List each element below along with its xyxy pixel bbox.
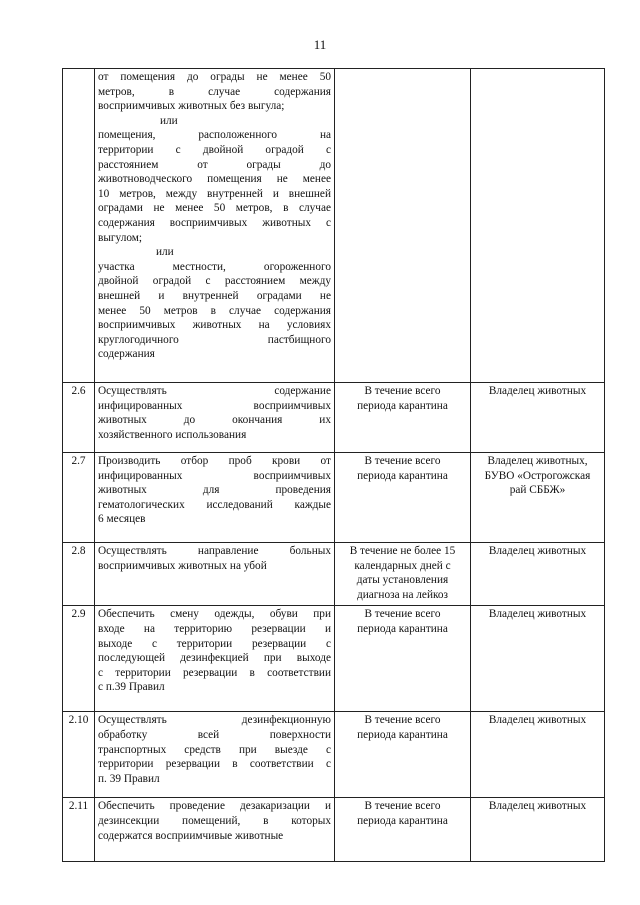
measure-description bbox=[95, 383, 335, 453]
deadline-line: периода карантина bbox=[357, 399, 448, 412]
deadline-cell bbox=[335, 712, 471, 798]
measure-description bbox=[95, 798, 335, 862]
deadline-cell bbox=[335, 69, 471, 383]
deadline-cell bbox=[335, 798, 471, 862]
measures-table bbox=[62, 68, 605, 862]
description-line: Осуществлять направление больных bbox=[98, 545, 331, 557]
responsible-line: Владелец животных, bbox=[487, 455, 588, 467]
deadline-line: даты установления bbox=[356, 574, 449, 587]
description-line: транспортных средств при выезде с bbox=[98, 743, 331, 756]
description-line: содержания bbox=[98, 348, 155, 361]
responsible-cell bbox=[471, 606, 605, 712]
table-row bbox=[63, 453, 605, 543]
description-line: оградами не менее 50 метров, в случае bbox=[98, 202, 331, 215]
deadline-line: периода карантина bbox=[357, 469, 448, 482]
responsible-cell bbox=[471, 798, 605, 862]
deadline-cell bbox=[335, 543, 471, 606]
description-line: двойной оградой с расстоянием между bbox=[98, 275, 331, 288]
description-line: содержатся восприимчивые животные bbox=[98, 829, 284, 842]
measures-table-body bbox=[63, 69, 605, 862]
responsible-line: Владелец животных bbox=[488, 800, 587, 813]
table-row bbox=[63, 712, 605, 798]
deadline-cell bbox=[335, 606, 471, 712]
description-line: инфицированных восприимчивых bbox=[98, 399, 331, 412]
description-line: метров, в случае содержания bbox=[98, 85, 331, 98]
description-line: с п.39 Правил bbox=[98, 681, 165, 694]
responsible-line: Владелец животных bbox=[488, 385, 587, 397]
page-number: 11 bbox=[313, 37, 327, 52]
measure-description bbox=[95, 543, 335, 606]
description-line: обработку всей поверхности bbox=[98, 728, 331, 741]
description-line: или bbox=[156, 246, 174, 259]
item-number bbox=[63, 69, 95, 383]
deadline-line: В течение всего bbox=[364, 608, 441, 621]
responsible-cell bbox=[471, 543, 605, 606]
description-line: внешней и внутренней оградами не bbox=[98, 289, 331, 302]
description-line: от помещения до ограды не менее 50 bbox=[98, 71, 331, 83]
table-row bbox=[63, 798, 605, 862]
description-line: выгулом; bbox=[98, 231, 143, 244]
description-line: животных для проведения bbox=[98, 484, 331, 497]
deadline-line: В течение всего bbox=[364, 455, 441, 467]
description-line: помещения, расположенного на bbox=[98, 129, 331, 142]
description-line: участка местности, огороженного bbox=[98, 260, 331, 273]
description-line: круглогодичного пастбищного bbox=[98, 333, 331, 346]
description-line: или bbox=[160, 114, 178, 127]
description-line: с территории резервации в соответствии bbox=[98, 666, 331, 679]
description-line: п. 39 Правил bbox=[98, 772, 160, 785]
description-line: дезинсекции помещений, в которых bbox=[98, 814, 331, 827]
table-row bbox=[63, 543, 605, 606]
table-row bbox=[63, 383, 605, 453]
description-line: восприимчивых животных на убой bbox=[98, 559, 267, 572]
responsible-line: БУВО «Острогожская bbox=[484, 469, 591, 482]
responsible-cell bbox=[471, 69, 605, 383]
description-line: содержания восприимчивых животных с bbox=[98, 216, 331, 229]
deadline-cell bbox=[335, 383, 471, 453]
responsible-line: Владелец животных bbox=[488, 608, 587, 621]
description-line: Производить отбор проб крови от bbox=[98, 455, 331, 467]
deadline-line: периода карантина bbox=[357, 728, 448, 741]
responsible-line: Владелец животных bbox=[488, 714, 587, 727]
description-line: последующей дезинфекцией при выходе bbox=[98, 652, 331, 665]
measure-description bbox=[95, 606, 335, 712]
description-line: Осуществлять дезинфекционную bbox=[98, 714, 331, 727]
item-number: 2.9 bbox=[63, 606, 95, 712]
deadline-line: В течение всего bbox=[364, 714, 441, 727]
description-line: Осуществлять содержание bbox=[98, 385, 331, 397]
description-line: инфицированных восприимчивых bbox=[98, 469, 331, 482]
description-line: хозяйственного использования bbox=[98, 428, 247, 441]
responsible-cell bbox=[471, 383, 605, 453]
responsible-line: Владелец животных bbox=[488, 545, 587, 557]
item-number: 2.10 bbox=[63, 712, 95, 798]
description-line: выходе с территории резервации с bbox=[98, 637, 331, 650]
measure-description bbox=[95, 69, 335, 383]
deadline-line: В течение всего bbox=[364, 800, 441, 813]
deadline-line: периода карантина bbox=[357, 622, 448, 635]
deadline-line: В течение не более 15 bbox=[349, 545, 456, 557]
description-line: Обеспечить проведение дезакаризации и bbox=[98, 800, 331, 813]
description-line: территории с двойной оградой с bbox=[98, 143, 331, 156]
deadline-line: календарных дней с bbox=[354, 559, 451, 572]
measure-description bbox=[95, 453, 335, 543]
description-line: гематологических исследований каждые bbox=[98, 498, 331, 511]
deadline-line: периода карантина bbox=[357, 814, 448, 827]
item-number: 2.6 bbox=[63, 383, 95, 453]
deadline-line: диагноза на лейкоз bbox=[356, 588, 449, 601]
table-row bbox=[63, 606, 605, 712]
description-line: Обеспечить смену одежды, обуви при bbox=[98, 608, 331, 621]
description-line: 10 метров, между внутренней и внешней bbox=[98, 187, 331, 200]
deadline-cell bbox=[335, 453, 471, 543]
responsible-line: рай СББЖ» bbox=[509, 484, 566, 497]
description-line: восприимчивых животных без выгула; bbox=[98, 100, 285, 113]
deadline-line: В течение всего bbox=[364, 385, 441, 397]
measure-description bbox=[95, 712, 335, 798]
description-line: входе на территорию резервации и bbox=[98, 622, 331, 635]
description-line: животных до окончания их bbox=[98, 414, 331, 427]
responsible-cell bbox=[471, 453, 605, 543]
description-line: 6 месяцев bbox=[98, 513, 146, 526]
description-line: территории резервации в соответствии с bbox=[98, 758, 331, 771]
item-number: 2.7 bbox=[63, 453, 95, 543]
item-number: 2.11 bbox=[63, 798, 95, 862]
table-row bbox=[63, 69, 605, 383]
item-number: 2.8 bbox=[63, 543, 95, 606]
description-line: расстоянием от ограды до bbox=[98, 158, 331, 171]
description-line: животноводческого помещения не менее bbox=[98, 173, 331, 186]
description-line: восприимчивых животных на условиях bbox=[98, 319, 331, 332]
responsible-cell bbox=[471, 712, 605, 798]
description-line: менее 50 метров в случае содержания bbox=[98, 304, 331, 317]
